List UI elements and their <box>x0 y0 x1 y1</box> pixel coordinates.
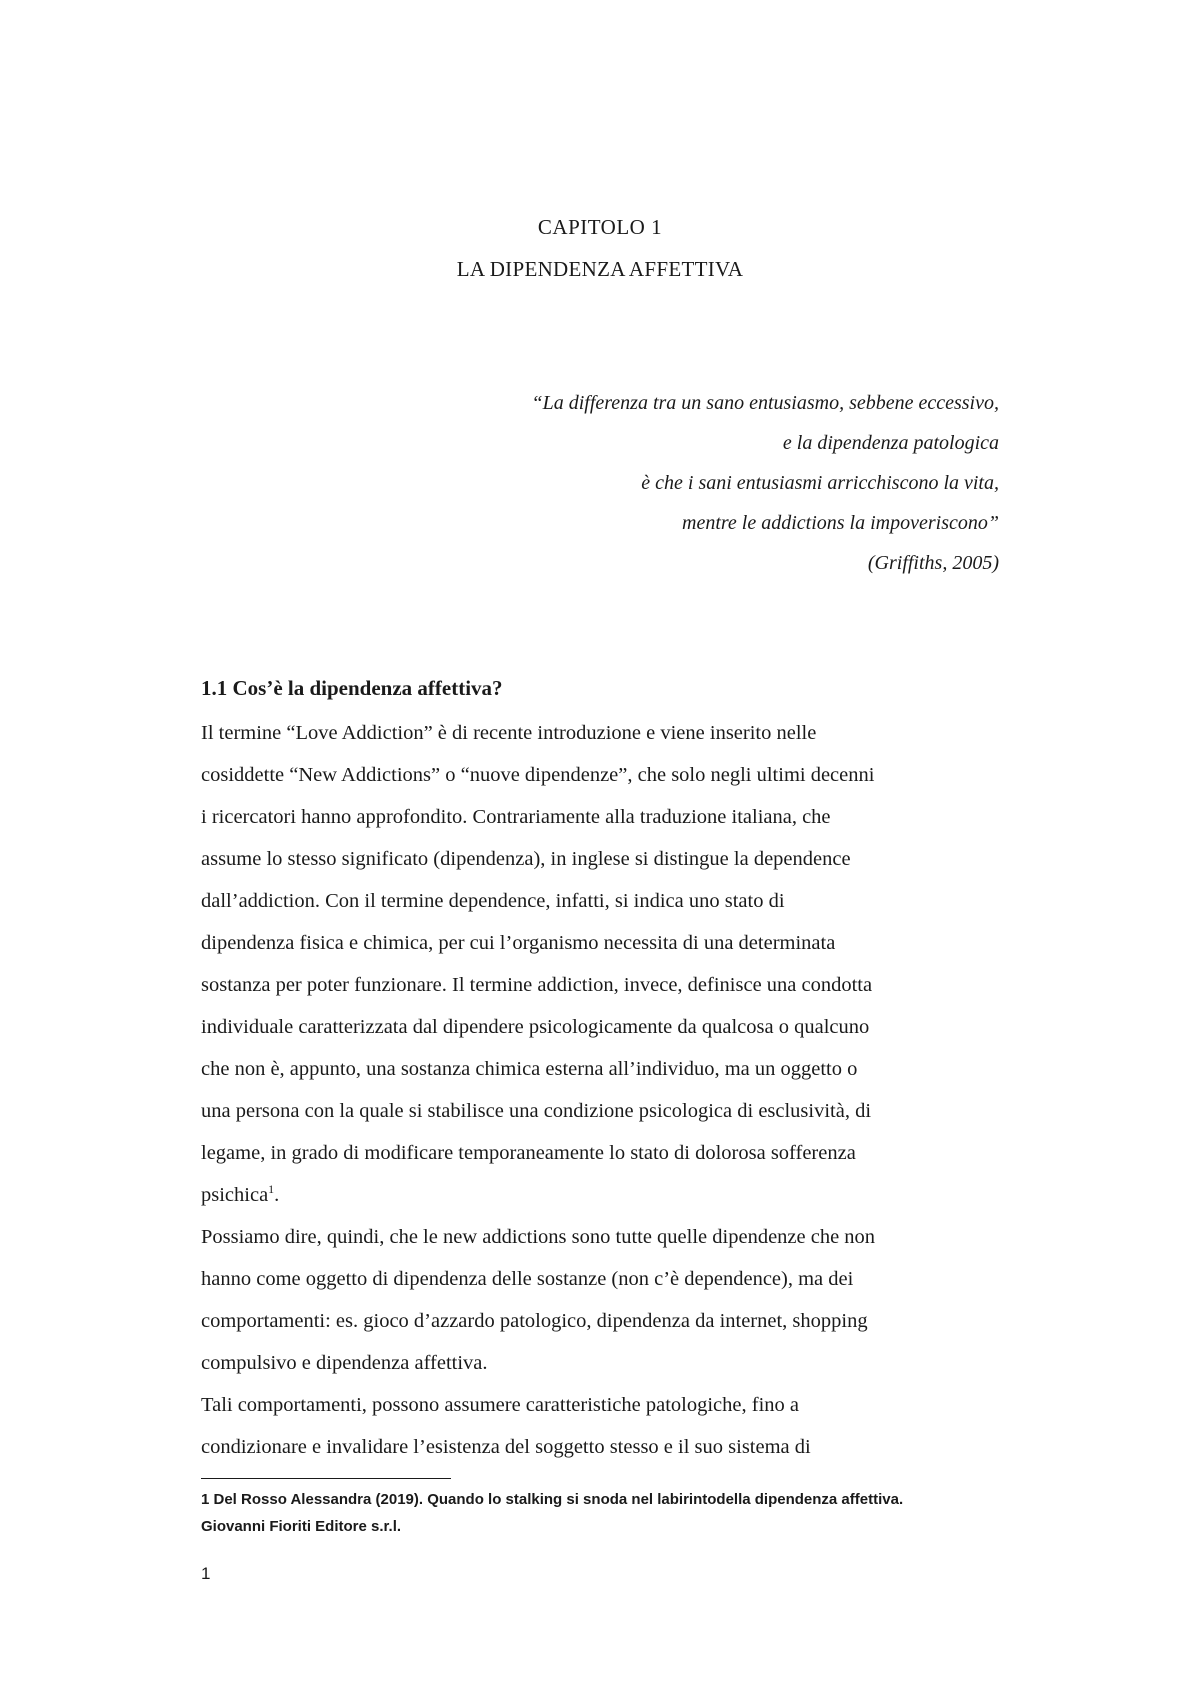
epigraph-line: mentre le addictions la impoveriscono” <box>682 512 999 534</box>
body-line: Il termine “Love Addiction” è di recente introduzione e viene inserito nelle <box>201 722 817 744</box>
chapter-number: CAPITOLO 1 <box>537 215 663 239</box>
body-line-with-footnote <box>201 1174 1001 1216</box>
epigraph-line: è che i sani entusiasmi arricchiscono la vita, <box>641 472 999 494</box>
footnote <box>201 1486 1021 1540</box>
body-line: i ricercatori hanno approfondito. Contrariamente alla traduzione italiana, che <box>201 806 831 828</box>
footnote-line: Giovanni Fioriti Editore s.r.l. <box>201 1518 402 1535</box>
epigraph-citation: (Griffiths, 2005) <box>867 552 999 574</box>
body-line: dall’addiction. Con il termine dependence, infatti, si indica uno stato di <box>201 890 785 912</box>
epigraph-line: “La differenza tra un sano entusiasmo, sebbene eccessivo, <box>531 392 999 414</box>
epigraph-line: e la dipendenza patologica <box>782 432 999 454</box>
body-line: Tali comportamenti, possono assumere caratteristiche patologiche, fino a <box>201 1394 799 1416</box>
footnote-line: 1 Del Rosso Alessandra (2019). Quando lo stalking si snoda nel labirintodella dipendenza affettiva. <box>201 1491 904 1508</box>
body-line: hanno come oggetto di dipendenza delle sostanze (non c’è dependence), ma dei <box>201 1268 854 1290</box>
body-line: assume lo stesso significato (dipendenza), in inglese si distingue la dependence <box>201 848 851 870</box>
footnote-reference-trailing: . <box>274 1184 280 1206</box>
body-line: legame, in grado di modificare temporaneamente lo stato di dolorosa sofferenza <box>201 1142 856 1164</box>
body-line: condizionare e invalidare l’esistenza del soggetto stesso e il suo sistema di <box>201 1436 811 1458</box>
body-line: cosiddette “New Addictions” o “nuove dipendenze”, che solo negli ultimi decenni <box>201 764 875 786</box>
body-line: che non è, appunto, una sostanza chimica esterna all’individuo, ma un oggetto o <box>201 1058 858 1080</box>
body-line: una persona con la quale si stabilisce una condizione psicologica di esclusività, di <box>201 1100 872 1122</box>
body-line: dipendenza fisica e chimica, per cui l’organismo necessita di una determinata <box>201 932 836 954</box>
footnote-separator <box>201 1478 451 1479</box>
epigraph-quote <box>380 383 999 583</box>
footnote-reference: 1 <box>268 1182 275 1197</box>
body-line: individuale caratterizzata dal dipendere psicologicamente da qualcosa o qualcuno <box>201 1016 870 1038</box>
body-line: compulsivo e dipendenza affettiva. <box>201 1352 488 1374</box>
section-heading: 1.1 Cos’è la dipendenza affettiva? <box>201 676 503 700</box>
body-paragraphs <box>201 712 1001 1468</box>
page-number: 1 <box>201 1564 211 1583</box>
body-line-text: psichica <box>201 1184 269 1206</box>
body-line: sostanza per poter funzionare. Il termine addiction, invece, definisce una condotta <box>201 974 873 996</box>
body-line: comportamenti: es. gioco d’azzardo patologico, dipendenza da internet, shopping <box>201 1310 868 1332</box>
chapter-title: LA DIPENDENZA AFFETTIVA <box>456 257 744 281</box>
body-line: Possiamo dire, quindi, che le new addictions sono tutte quelle dipendenze che non <box>201 1226 876 1248</box>
